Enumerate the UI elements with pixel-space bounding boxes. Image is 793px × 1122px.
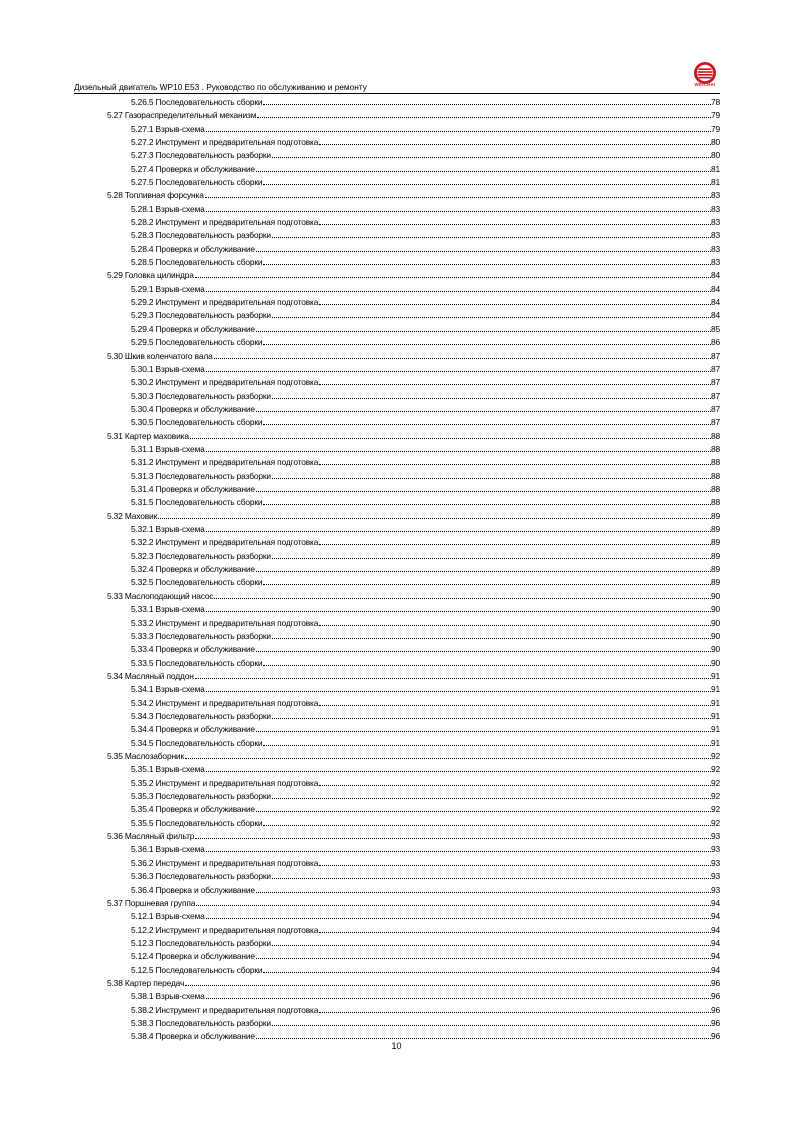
toc-entry-title: 5.36.4 Проверка и обслуживание	[131, 884, 255, 895]
toc-dot-leader	[319, 922, 711, 933]
toc-section-entry[interactable]	[107, 107, 720, 120]
toc-entry-title: 5.30.2 Инструмент и предварительная подготовка	[131, 377, 319, 388]
toc-subsection-entry[interactable]	[131, 1001, 720, 1014]
toc-dot-leader	[206, 441, 711, 452]
toc-entry-title: 5.12.3 Последовательность разборки	[131, 937, 271, 948]
toc-entry-title: 5.35 Маслозаборник	[107, 751, 184, 762]
toc-entry-page: 83	[710, 217, 720, 228]
logo-brand-text: WEICHAI	[694, 82, 716, 87]
toc-subsection-entry[interactable]	[131, 708, 720, 721]
toc-subsection-entry[interactable]	[131, 361, 720, 374]
toc-subsection-entry[interactable]	[131, 761, 720, 774]
toc-subsection-entry[interactable]	[131, 908, 720, 921]
toc-entry-title: 5.27 Газораспределительный механизм	[107, 110, 257, 121]
toc-dot-leader	[319, 454, 711, 465]
toc-entry-page: 94	[710, 924, 720, 935]
toc-entry-page: 96	[710, 1018, 720, 1029]
toc-dot-leader	[263, 494, 711, 505]
toc-dot-leader	[195, 828, 711, 839]
toc-dot-leader	[263, 655, 711, 666]
toc-entry-page: 84	[710, 297, 720, 308]
toc-entry-title: 5.27.1 Взрыв-схема	[131, 123, 205, 134]
toc-dot-leader	[185, 975, 711, 986]
toc-subsection-entry[interactable]	[131, 494, 720, 507]
toc-subsection-entry[interactable]	[131, 307, 720, 320]
toc-subsection-entry[interactable]	[131, 414, 720, 427]
toc-dot-leader	[196, 895, 711, 906]
toc-entry-page: 96	[710, 1031, 720, 1042]
toc-entry-title: 5.12.5 Последовательность сборки	[131, 964, 263, 975]
toc-dot-leader	[206, 908, 711, 919]
toc-entry-page: 94	[710, 937, 720, 948]
toc-subsection-entry[interactable]	[131, 174, 720, 187]
toc-dot-leader	[256, 641, 711, 652]
toc-dot-leader	[263, 815, 711, 826]
toc-dot-leader	[272, 307, 711, 318]
toc-section-entry[interactable]	[107, 668, 720, 681]
toc-dot-leader	[158, 508, 711, 519]
toc-entry-title: 5.28.5 Последовательность сборки	[131, 257, 263, 268]
toc-entry-page: 88	[710, 443, 720, 454]
toc-subsection-entry[interactable]	[131, 881, 720, 894]
toc-subsection-entry[interactable]	[131, 374, 720, 387]
toc-subsection-entry[interactable]	[131, 641, 720, 654]
toc-entry-page: 83	[710, 203, 720, 214]
toc-entry-title: 5.31.2 Инструмент и предварительная подготовка	[131, 457, 319, 468]
toc-dot-leader	[185, 748, 711, 759]
toc-entry-page: 87	[710, 350, 720, 361]
toc-dot-leader	[319, 214, 711, 225]
toc-dot-leader	[263, 334, 711, 345]
toc-section-entry[interactable]	[107, 895, 720, 908]
toc-entry-title: 5.36.1 Взрыв-схема	[131, 844, 205, 855]
toc-entry-title: 5.28.3 Последовательность разборки	[131, 230, 271, 241]
toc-entry-page: 91	[710, 710, 720, 721]
toc-entry-title: 5.35.2 Инструмент и предварительная подготовка	[131, 777, 319, 788]
toc-entry-page: 81	[710, 163, 720, 174]
toc-dot-leader	[256, 321, 711, 332]
toc-dot-leader	[319, 534, 711, 545]
toc-entry-page: 90	[710, 590, 720, 601]
toc-entry-title: 5.27.3 Последовательность разборки	[131, 150, 271, 161]
toc-subsection-entry[interactable]	[131, 334, 720, 347]
toc-dot-leader	[206, 281, 711, 292]
toc-section-entry[interactable]	[107, 828, 720, 841]
toc-entry-title: 5.34.2 Инструмент и предварительная подготовка	[131, 697, 319, 708]
toc-entry-page: 91	[710, 724, 720, 735]
toc-dot-leader	[206, 988, 711, 999]
toc-subsection-entry[interactable]	[131, 401, 720, 414]
toc-entry-page: 79	[710, 110, 720, 121]
toc-subsection-entry[interactable]	[131, 467, 720, 480]
toc-dot-leader	[263, 94, 711, 105]
toc-subsection-entry[interactable]	[131, 814, 720, 827]
toc-entry-page: 91	[710, 670, 720, 681]
toc-entry-title: 5.33.2 Инструмент и предварительная подготовка	[131, 617, 319, 628]
toc-entry-page: 92	[710, 751, 720, 762]
toc-subsection-entry[interactable]	[131, 240, 720, 253]
toc-entry-page: 84	[710, 283, 720, 294]
toc-entry-title: 5.32.2 Инструмент и предварительная подготовка	[131, 537, 319, 548]
toc-dot-leader	[263, 574, 711, 585]
toc-subsection-entry[interactable]	[131, 214, 720, 227]
toc-subsection-entry[interactable]	[131, 788, 720, 801]
toc-entry-page: 91	[710, 697, 720, 708]
toc-entry-title: 5.33.3 Последовательность разборки	[131, 630, 271, 641]
toc-entry-title: 5.29 Головка цилиндра	[107, 270, 194, 281]
toc-dot-leader	[272, 788, 711, 799]
toc-subsection-entry[interactable]	[131, 134, 720, 147]
toc-dot-leader	[272, 1015, 711, 1026]
toc-subsection-entry[interactable]	[131, 654, 720, 667]
toc-dot-leader	[272, 147, 711, 158]
toc-entry-page: 94	[710, 911, 720, 922]
toc-dot-leader	[272, 868, 711, 879]
toc-subsection-entry[interactable]	[131, 1028, 720, 1041]
toc-entry-page: 87	[710, 403, 720, 414]
toc-subsection-entry[interactable]	[131, 227, 720, 240]
toc-section-entry[interactable]	[107, 587, 720, 600]
toc-entry-title: 5.34.4 Проверка и обслуживание	[131, 724, 255, 735]
toc-entry-page: 92	[710, 817, 720, 828]
toc-entry-page: 90	[710, 617, 720, 628]
toc-entry-page: 88	[710, 457, 720, 468]
toc-entry-title: 5.31.4 Проверка и обслуживание	[131, 484, 255, 495]
toc-entry-page: 84	[710, 310, 720, 321]
toc-entry-title: 5.30 Шкив коленчатого вала	[107, 350, 213, 361]
toc-dot-leader	[319, 775, 711, 786]
toc-entry-page: 93	[710, 844, 720, 855]
toc-entry-title: 5.38.4 Проверка и обслуживание	[131, 1031, 255, 1042]
toc-section-entry[interactable]	[107, 748, 720, 761]
toc-entry-title: 5.29.2 Инструмент и предварительная подготовка	[131, 297, 319, 308]
toc-subsection-entry[interactable]	[131, 681, 720, 694]
toc-entry-title: 5.36.2 Инструмент и предварительная подготовка	[131, 857, 319, 868]
toc-subsection-entry[interactable]	[131, 481, 720, 494]
toc-subsection-entry[interactable]	[131, 320, 720, 333]
toc-entry-title: 5.30.3 Последовательность разборки	[131, 390, 271, 401]
toc-entry-title: 5.32 Маховик	[107, 510, 158, 521]
toc-dot-leader	[214, 348, 711, 359]
toc-subsection-entry[interactable]	[131, 547, 720, 560]
toc-entry-title: 5.26.5 Последовательность сборки	[131, 96, 263, 107]
toc-subsection-entry[interactable]	[131, 147, 720, 160]
toc-entry-title: 5.34.5 Последовательность сборки	[131, 737, 263, 748]
toc-dot-leader	[272, 468, 711, 479]
toc-section-entry[interactable]	[107, 975, 720, 988]
toc-dot-leader	[256, 241, 711, 252]
toc-subsection-entry[interactable]	[131, 561, 720, 574]
toc-entry-page: 83	[710, 243, 720, 254]
toc-entry-page: 87	[710, 390, 720, 401]
toc-dot-leader	[319, 615, 711, 626]
toc-subsection-entry[interactable]	[131, 534, 720, 547]
toc-entry-page: 90	[710, 604, 720, 615]
toc-entry-title: 5.12.1 Взрыв-схема	[131, 911, 205, 922]
toc-entry-page: 90	[710, 630, 720, 641]
toc-dot-leader	[256, 561, 711, 572]
toc-dot-leader	[256, 401, 711, 412]
toc-section-entry[interactable]	[107, 427, 720, 440]
toc-entry-page: 92	[710, 791, 720, 802]
toc-subsection-entry[interactable]	[131, 921, 720, 934]
toc-dot-leader	[256, 481, 711, 492]
toc-entry-page: 88	[710, 470, 720, 481]
toc-entry-title: 5.27.5 Последовательность сборки	[131, 176, 263, 187]
toc-entry-page: 94	[710, 964, 720, 975]
toc-entry-title: 5.29.5 Последовательность сборки	[131, 337, 263, 348]
toc-entry-title: 5.27.4 Проверка и обслуживание	[131, 163, 255, 174]
toc-entry-title: 5.36 Масляный фильтр	[107, 831, 195, 842]
toc-subsection-entry[interactable]	[131, 294, 720, 307]
toc-dot-leader	[256, 801, 711, 812]
toc-entry-title: 5.35.3 Последовательность разборки	[131, 791, 271, 802]
toc-dot-leader	[256, 1028, 711, 1039]
toc-entry-title: 5.38.3 Последовательность разборки	[131, 1018, 271, 1029]
toc-subsection-entry[interactable]	[131, 801, 720, 814]
toc-subsection-entry[interactable]	[131, 854, 720, 867]
toc-entry-title: 5.33.1 Взрыв-схема	[131, 604, 205, 615]
toc-entry-page: 83	[710, 190, 720, 201]
toc-entry-page: 85	[710, 323, 720, 334]
toc-dot-leader	[195, 267, 711, 278]
toc-entry-title: 5.31.3 Последовательность разборки	[131, 470, 271, 481]
toc-entry-page: 86	[710, 337, 720, 348]
toc-section-entry[interactable]	[107, 507, 720, 520]
toc-entry-title: 5.35.1 Взрыв-схема	[131, 764, 205, 775]
toc-dot-leader	[206, 521, 711, 532]
toc-entry-page: 92	[710, 764, 720, 775]
toc-dot-leader	[319, 374, 711, 385]
toc-subsection-entry[interactable]	[131, 961, 720, 974]
toc-entry-page: 96	[710, 991, 720, 1002]
toc-entry-page: 87	[710, 363, 720, 374]
toc-dot-leader	[263, 735, 711, 746]
toc-dot-leader	[206, 841, 711, 852]
toc-dot-leader	[206, 601, 711, 612]
toc-dot-leader	[272, 388, 711, 399]
toc-entry-page: 89	[710, 524, 720, 535]
toc-subsection-entry[interactable]	[131, 160, 720, 173]
toc-entry-title: 5.38 Картер передач	[107, 977, 185, 988]
toc-entry-title: 5.27.2 Инструмент и предварительная подготовка	[131, 136, 319, 147]
toc-entry-page: 79	[710, 123, 720, 134]
toc-entry-title: 5.30.1 Взрыв-схема	[131, 363, 205, 374]
toc-entry-page: 91	[710, 684, 720, 695]
toc-entry-page: 93	[710, 831, 720, 842]
toc-subsection-entry[interactable]	[131, 441, 720, 454]
toc-entry-title: 5.29.3 Последовательность разборки	[131, 310, 271, 321]
toc-entry-title: 5.34.3 Последовательность разборки	[131, 710, 271, 721]
toc-dot-leader	[319, 855, 711, 866]
toc-entry-page: 93	[710, 884, 720, 895]
toc-section-entry[interactable]	[107, 187, 720, 200]
toc-entry-title: 5.33.5 Последовательность сборки	[131, 657, 263, 668]
toc-entry-page: 92	[710, 777, 720, 788]
document-header-title: Дизельный двигатель WP10 E53 . Руководство по обслуживанию и ремонту	[74, 82, 367, 92]
toc-dot-leader	[206, 761, 711, 772]
toc-entry-title: 5.38.1 Взрыв-схема	[131, 991, 205, 1002]
toc-entry-page: 83	[710, 230, 720, 241]
toc-dot-leader	[206, 121, 711, 132]
toc-subsection-entry[interactable]	[131, 734, 720, 747]
toc-entry-page: 90	[710, 644, 720, 655]
toc-dot-leader	[206, 201, 711, 212]
toc-dot-leader	[190, 428, 711, 439]
toc-section-entry[interactable]	[107, 267, 720, 280]
toc-subsection-entry[interactable]	[131, 774, 720, 787]
toc-subsection-entry[interactable]	[131, 721, 720, 734]
toc-entry-page: 96	[710, 977, 720, 988]
toc-entry-title: 5.32.1 Взрыв-схема	[131, 524, 205, 535]
toc-entry-title: 5.37 Поршневая группа	[107, 897, 196, 908]
toc-entry-page: 91	[710, 737, 720, 748]
toc-entry-page: 84	[710, 270, 720, 281]
toc-entry-title: 5.29.1 Взрыв-схема	[131, 283, 205, 294]
toc-dot-leader	[263, 962, 711, 973]
toc-entry-page: 83	[710, 257, 720, 268]
toc-entry-page: 80	[710, 150, 720, 161]
toc-dot-leader	[272, 708, 711, 719]
toc-entry-title: 5.32.3 Последовательность разборки	[131, 550, 271, 561]
toc-entry-title: 5.33.4 Проверка и обслуживание	[131, 644, 255, 655]
toc-entry-page: 93	[710, 871, 720, 882]
toc-dot-leader	[272, 548, 711, 559]
toc-dot-leader	[263, 414, 711, 425]
toc-entry-title: 5.31 Картер маховика	[107, 430, 189, 441]
toc-entry-title: 5.31.1 Взрыв-схема	[131, 443, 205, 454]
toc-subsection-entry[interactable]	[131, 988, 720, 1001]
toc-dot-leader	[205, 187, 711, 198]
toc-subsection-entry[interactable]	[131, 601, 720, 614]
toc-entry-title: 5.38.2 Инструмент и предварительная подготовка	[131, 1004, 319, 1015]
toc-entry-page: 92	[710, 804, 720, 815]
toc-subsection-entry[interactable]	[131, 935, 720, 948]
toc-dot-leader	[256, 948, 711, 959]
toc-dot-leader	[319, 134, 711, 145]
toc-subsection-entry[interactable]	[131, 280, 720, 293]
toc-dot-leader	[206, 681, 711, 692]
toc-entry-page: 94	[710, 897, 720, 908]
toc-entry-page: 88	[710, 497, 720, 508]
toc-entry-title: 5.34 Масляный поддон	[107, 670, 194, 681]
toc-dot-leader	[272, 227, 711, 238]
toc-subsection-entry[interactable]	[131, 868, 720, 881]
toc-dot-leader	[195, 668, 711, 679]
toc-entry-page: 81	[710, 176, 720, 187]
toc-dot-leader	[319, 695, 711, 706]
toc-subsection-entry[interactable]	[131, 521, 720, 534]
toc-entry-title: 5.35.4 Проверка и обслуживание	[131, 804, 255, 815]
toc-entry-title: 5.30.4 Проверка и обслуживание	[131, 403, 255, 414]
toc-entry-page: 88	[710, 430, 720, 441]
toc-dot-leader	[256, 721, 711, 732]
toc-entry-title: 5.33 Маслоподающий насос	[107, 590, 214, 601]
toc-entry-title: 5.28.1 Взрыв-схема	[131, 203, 205, 214]
toc-entry-title: 5.35.5 Последовательность сборки	[131, 817, 263, 828]
toc-subsection-entry[interactable]	[131, 94, 720, 107]
toc-dot-leader	[272, 935, 711, 946]
toc-entry-page: 94	[710, 951, 720, 962]
toc-entry-title: 5.30.5 Последовательность сборки	[131, 417, 263, 428]
toc-entry-page: 93	[710, 857, 720, 868]
toc-subsection-entry[interactable]	[131, 454, 720, 467]
toc-entry-page: 88	[710, 484, 720, 495]
toc-entry-page: 89	[710, 510, 720, 521]
toc-entry-page: 89	[710, 564, 720, 575]
toc-dot-leader	[214, 588, 711, 599]
toc-entry-page: 87	[710, 417, 720, 428]
toc-subsection-entry[interactable]	[131, 948, 720, 961]
toc-dot-leader	[263, 174, 711, 185]
toc-dot-leader	[256, 882, 711, 893]
toc-subsection-entry[interactable]	[131, 200, 720, 213]
toc-entry-page: 89	[710, 537, 720, 548]
toc-subsection-entry[interactable]	[131, 614, 720, 627]
toc-subsection-entry[interactable]	[131, 694, 720, 707]
toc-entry-page: 89	[710, 577, 720, 588]
toc-subsection-entry[interactable]	[131, 628, 720, 641]
toc-dot-leader	[319, 1002, 711, 1013]
toc-entry-title: 5.28.4 Проверка и обслуживание	[131, 243, 255, 254]
toc-subsection-entry[interactable]	[131, 120, 720, 133]
page-number: 10	[391, 1041, 402, 1051]
toc-subsection-entry[interactable]	[131, 1015, 720, 1028]
toc-entry-title: 5.32.4 Проверка и обслуживание	[131, 564, 255, 575]
toc-subsection-entry[interactable]	[131, 841, 720, 854]
toc-entry-title: 5.34.1 Взрыв-схема	[131, 684, 205, 695]
toc-dot-leader	[319, 294, 711, 305]
toc-subsection-entry[interactable]	[131, 387, 720, 400]
toc-entry-title: 5.12.2 Инструмент и предварительная подготовка	[131, 924, 319, 935]
toc-entry-page: 90	[710, 657, 720, 668]
toc-dot-leader	[206, 361, 711, 372]
toc-entry-title: 5.31.5 Последовательность сборки	[131, 497, 263, 508]
toc-entry-page: 78	[710, 96, 720, 107]
toc-section-entry[interactable]	[107, 347, 720, 360]
toc-dot-leader	[272, 628, 711, 639]
toc-entry-title: 5.28.2 Инструмент и предварительная подготовка	[131, 217, 319, 228]
toc-entry-page: 89	[710, 550, 720, 561]
toc-entry-title: 5.36.3 Последовательность разборки	[131, 871, 271, 882]
toc-dot-leader	[256, 161, 711, 172]
toc-subsection-entry[interactable]	[131, 574, 720, 587]
toc-entry-title: 5.28 Топливная форсунка	[107, 190, 204, 201]
toc-dot-leader	[257, 107, 711, 118]
toc-entry-title: 5.32.5 Последовательность сборки	[131, 577, 263, 588]
toc-entry-page: 87	[710, 377, 720, 388]
toc-entry-page: 80	[710, 136, 720, 147]
toc-entry-title: 5.12.4 Проверка и обслуживание	[131, 951, 255, 962]
toc-subsection-entry[interactable]	[131, 254, 720, 267]
toc-entry-page: 96	[710, 1004, 720, 1015]
toc-entry-title: 5.29.4 Проверка и обслуживание	[131, 323, 255, 334]
toc-dot-leader	[263, 254, 711, 265]
